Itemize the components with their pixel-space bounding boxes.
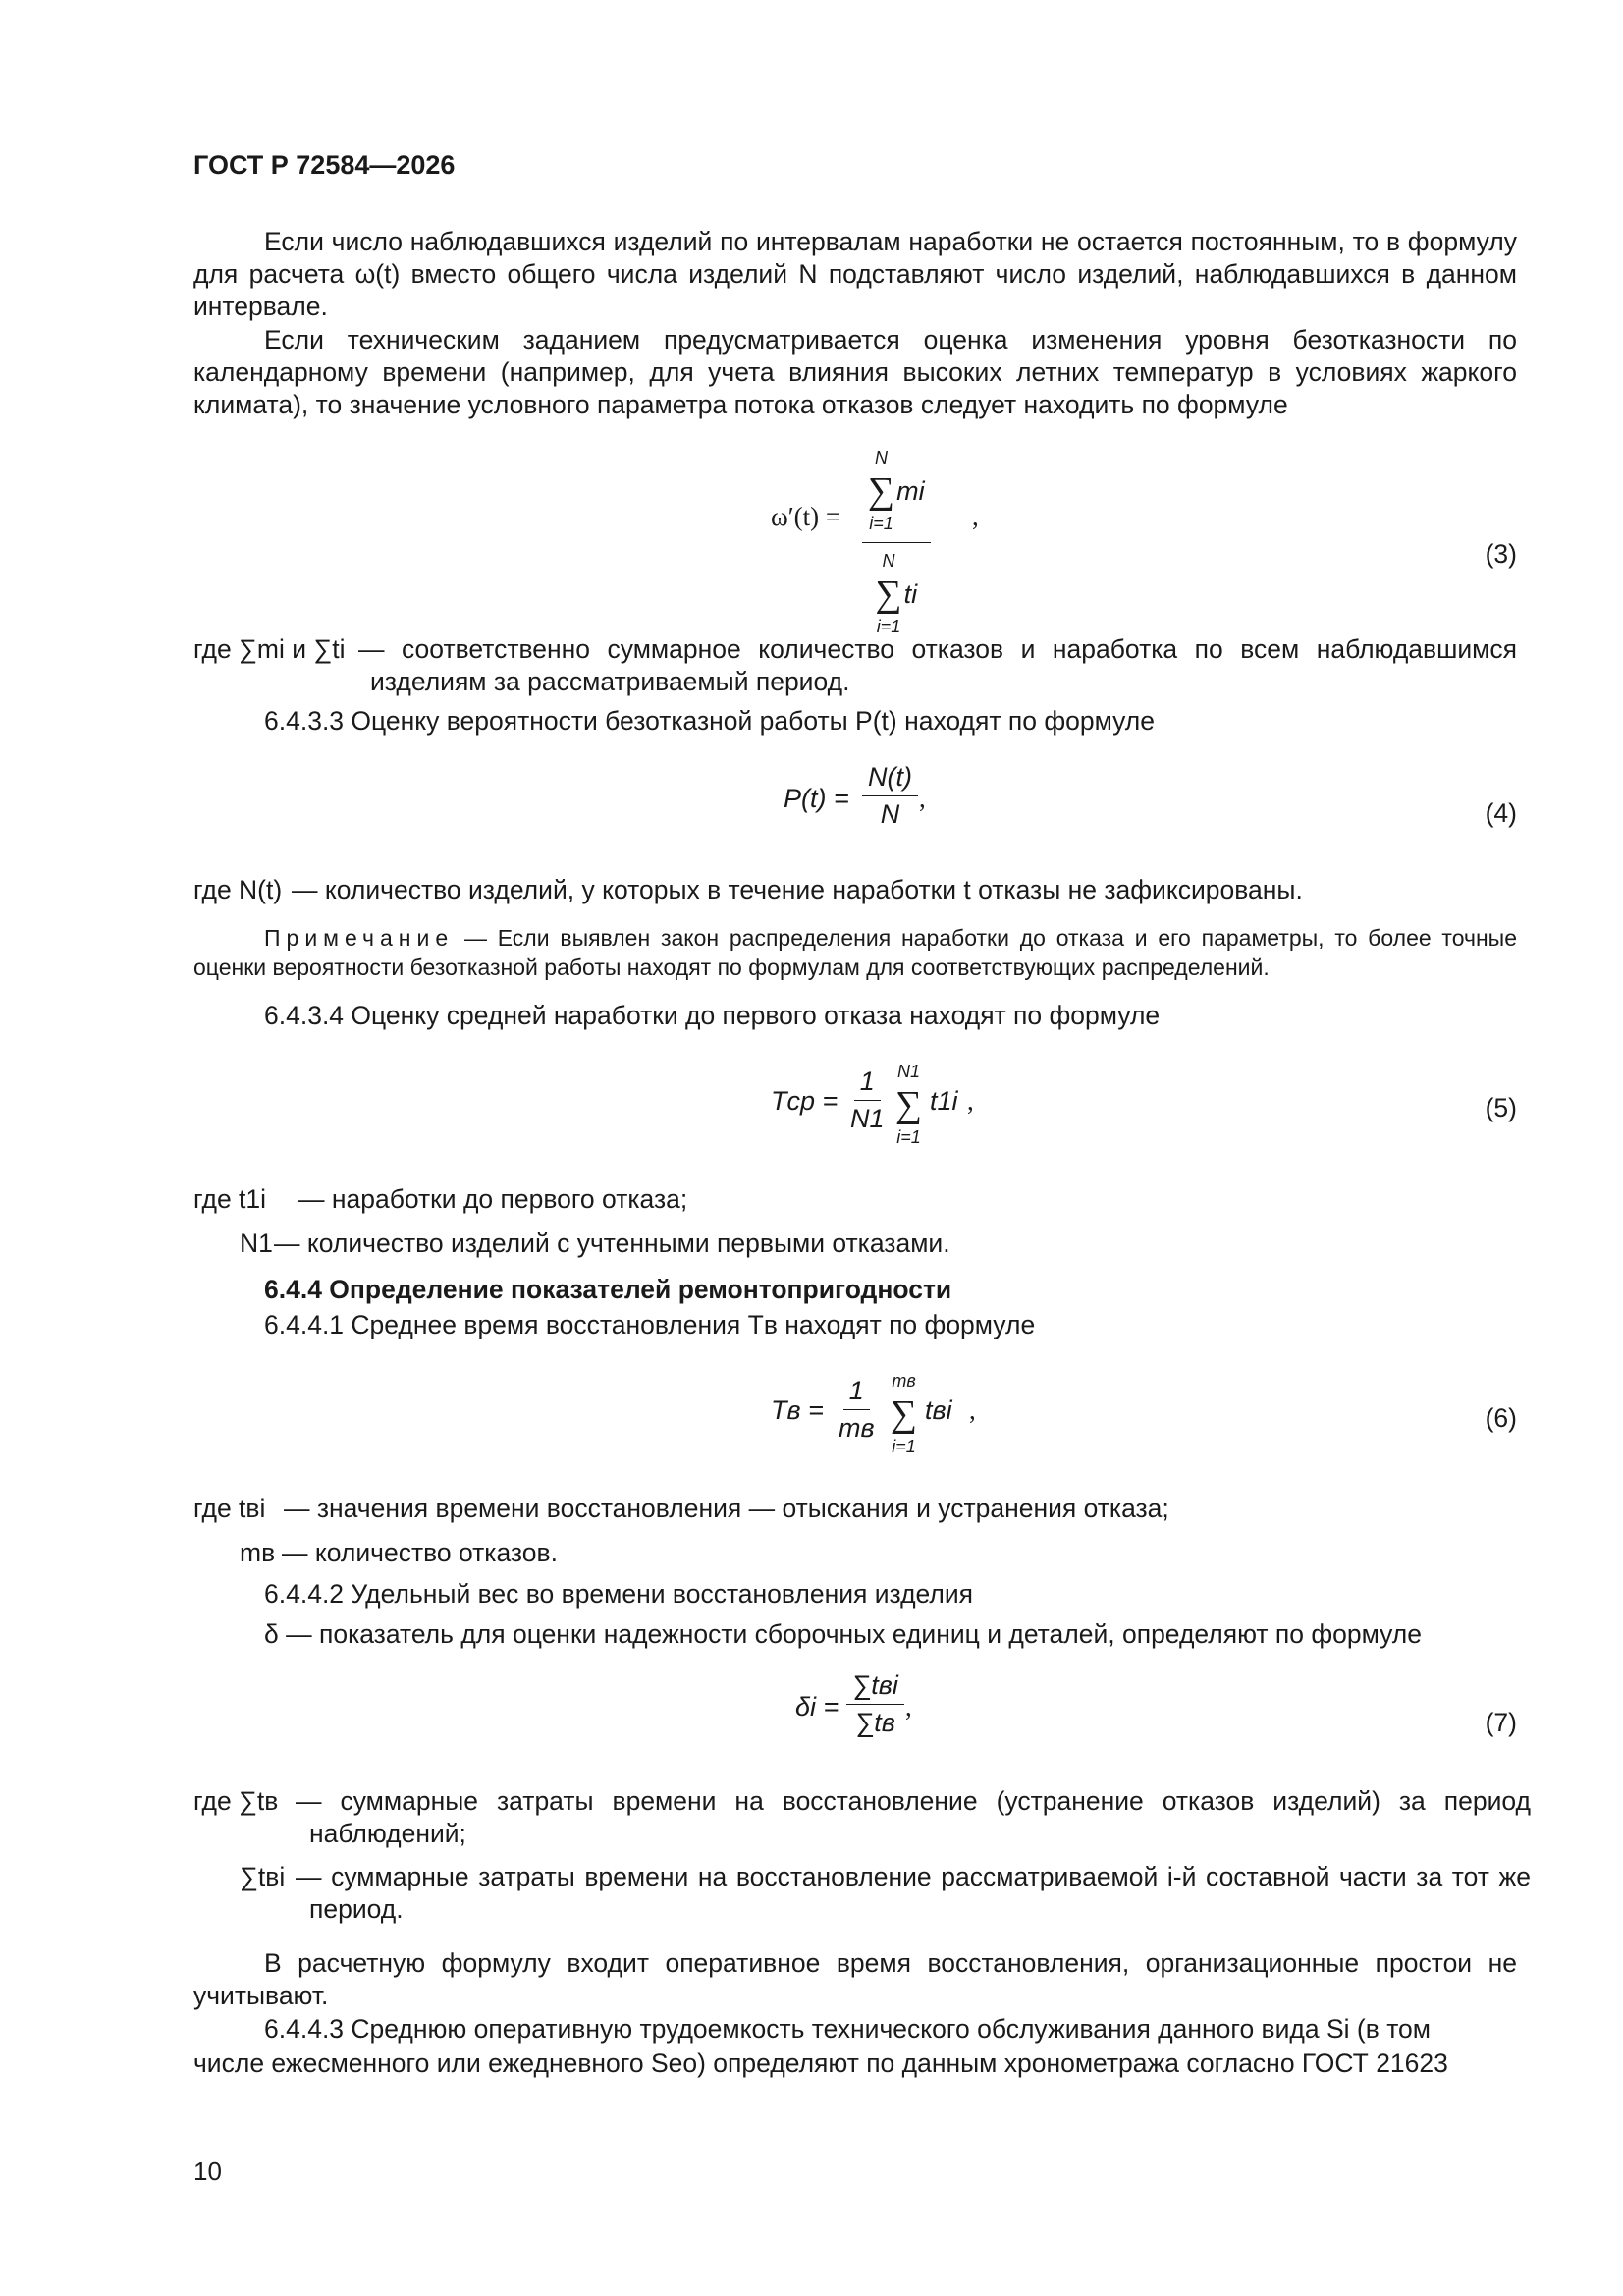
where-eq4-label: где N(t) [193, 875, 283, 904]
where-eq6-mv-label: mв [240, 1538, 276, 1567]
paragraph-calendar-time: Если техническим заданием предусматривается оценка изменения уровня безотказности по календарному времени (например, для учета влияния высоких летних температур в условиях жаркого климата), то значение условного параметра потока отказов следует находить по формуле [193, 325, 1517, 419]
where-eq7-sum-tv-definition: — суммарные затраты времени на восстановление (устранение отказов изделий) за период наблюдений; [296, 1786, 1531, 1848]
eq5-sum: N1 ∑ i=1 [895, 1062, 923, 1147]
eq6-lhs: Tв = [771, 1395, 824, 1425]
where-eq6-tvi-label: где tвi [193, 1494, 266, 1523]
eq3-sum-numerator: N ∑ i=1 [868, 448, 895, 533]
eq5-lhs: Tср = [771, 1086, 839, 1116]
eq6-numerator: 1 [843, 1375, 870, 1410]
equation-number-3: (3) [1485, 539, 1517, 569]
equation-number-6: (6) [1485, 1403, 1517, 1433]
document-header: ГОСТ Р 72584—2026 [193, 150, 456, 180]
paragraph-6-4-4-2: 6.4.4.2 Удельный вес во времени восстановления изделия [264, 1579, 974, 1609]
where-eq7-sum-tv-label: где ∑tв [193, 1786, 279, 1816]
eq3-fraction [862, 442, 931, 643]
eq7-lhs: δi = [795, 1692, 839, 1722]
note-text: — Если выявлен закон распределения наработки до отказа и его параметры, то более точные оценки вероятности безотказной работы находят по формулам для соответствующих распределений. [193, 925, 1518, 980]
eq3-sum-denominator: N ∑ i=1 [875, 551, 902, 636]
where-eq5-n1-definition: — количество изделий с учтенными первыми отказами. [274, 1229, 950, 1258]
eq4-lhs: P(t) = [784, 784, 849, 813]
where-eq6-mv [193, 1537, 1517, 1572]
where-eq6-mv-definition: — количество отказов. [282, 1538, 558, 1567]
where-eq5-t1i [193, 1183, 1517, 1219]
where-eq6-tvi [193, 1493, 1517, 1528]
where-eq7-sum-tvi-label: ∑tвi [240, 1862, 286, 1891]
note [193, 923, 1517, 982]
where-eq3-label: где ∑mi и ∑ti [193, 634, 346, 664]
paragraph-calc-formula: В расчетную формулу входит оперативное время восстановления, организационные простои не учитывают. [193, 1948, 1517, 2010]
equation-number-4: (4) [1485, 798, 1517, 828]
note-label: Примечание [264, 925, 455, 951]
where-eq7-sum-tvi [193, 1861, 1531, 1930]
eq3-lhs: ω′(t) = [771, 502, 841, 531]
where-eq5-n1 [193, 1228, 1517, 1263]
where-eq3-definition: — соответственно суммарное количество отказов и наработка по всем наблюдавшимся изделиям за рассматриваемый период. [358, 634, 1517, 696]
paragraph-6-4-3-4: 6.4.3.4 Оценку средней наработки до первого отказа находят по формуле [264, 1001, 1161, 1030]
page-number: 10 [193, 2157, 222, 2186]
paragraph-6-4-4-3-line2: числе ежесменного или ежедневного Sео) определяют по данным хронометража согласно ГОСТ 21623 [193, 2049, 1448, 2078]
paragraph-delta: δ — показатель для оценки надежности сборочных единиц и деталей, определяют по формуле [264, 1619, 1423, 1649]
eq6-term: tвi [925, 1395, 952, 1425]
where-eq7-sum-tvi-definition: — суммарные затраты времени на восстановление рассматриваемой i-й составной части за тот же период. [296, 1862, 1531, 1924]
eq4-denominator: N [880, 799, 900, 829]
eq6-fraction [833, 1375, 881, 1445]
subsection-6-4-4: 6.4.4 Определение показателей ремонтопригодности [264, 1275, 952, 1304]
where-eq4-definition: — количество изделий, у которых в течение наработки t отказы не зафиксированы. [292, 875, 1303, 904]
eq6-sum: mв ∑ i=1 [891, 1371, 918, 1456]
eq5-fraction [844, 1066, 891, 1135]
where-eq5-t1i-label: где t1i [193, 1184, 267, 1214]
eq7-fraction [846, 1669, 904, 1739]
where-eq5-n1-label: N1 [240, 1229, 273, 1258]
where-eq7-sum-tv [193, 1785, 1531, 1854]
eq5-denominator: N1 [850, 1104, 885, 1133]
where-eq4 [193, 874, 1517, 909]
eq4-numerator: N(t) [862, 761, 918, 796]
paragraph-interval-count: Если число наблюдавшихся изделий по интервалам наработки не остается постоянным, то в формулу для расчета ω(t) вместо общего числа изделий N подставляют число изделий, наблюдавшихся в данном интервале. [193, 227, 1517, 321]
eq3-numerator-term: mi [896, 475, 925, 506]
paragraph-6-4-3-3: 6.4.3.3 Оценку вероятности безотказной работы P(t) находят по формуле [264, 706, 1155, 736]
eq3-denominator-term: ti [903, 578, 918, 609]
eq7-denominator: ∑tв [855, 1708, 895, 1737]
equation-number-5: (5) [1485, 1093, 1517, 1122]
eq4-fraction [862, 761, 918, 831]
equation-number-7: (7) [1485, 1708, 1517, 1737]
where-eq5-t1i-definition: — наработки до первого отказа; [298, 1184, 688, 1214]
where-eq6-tvi-definition: — значения времени восстановления — отыскания и устранения отказа; [284, 1494, 1169, 1523]
paragraph-6-4-4-1: 6.4.4.1 Среднее время восстановления Tв находят по формуле [264, 1310, 1036, 1339]
eq5-numerator: 1 [854, 1066, 881, 1101]
paragraph-6-4-4-3-line1: 6.4.4.3 Среднюю оперативную трудоемкость технического обслуживания данного вида Si (в том [264, 2014, 1431, 2044]
eq5-term: t1i [930, 1086, 958, 1116]
eq6-denominator: mв [839, 1413, 875, 1443]
where-eq3 [193, 633, 1517, 702]
eq7-numerator: ∑tвi [846, 1669, 904, 1705]
